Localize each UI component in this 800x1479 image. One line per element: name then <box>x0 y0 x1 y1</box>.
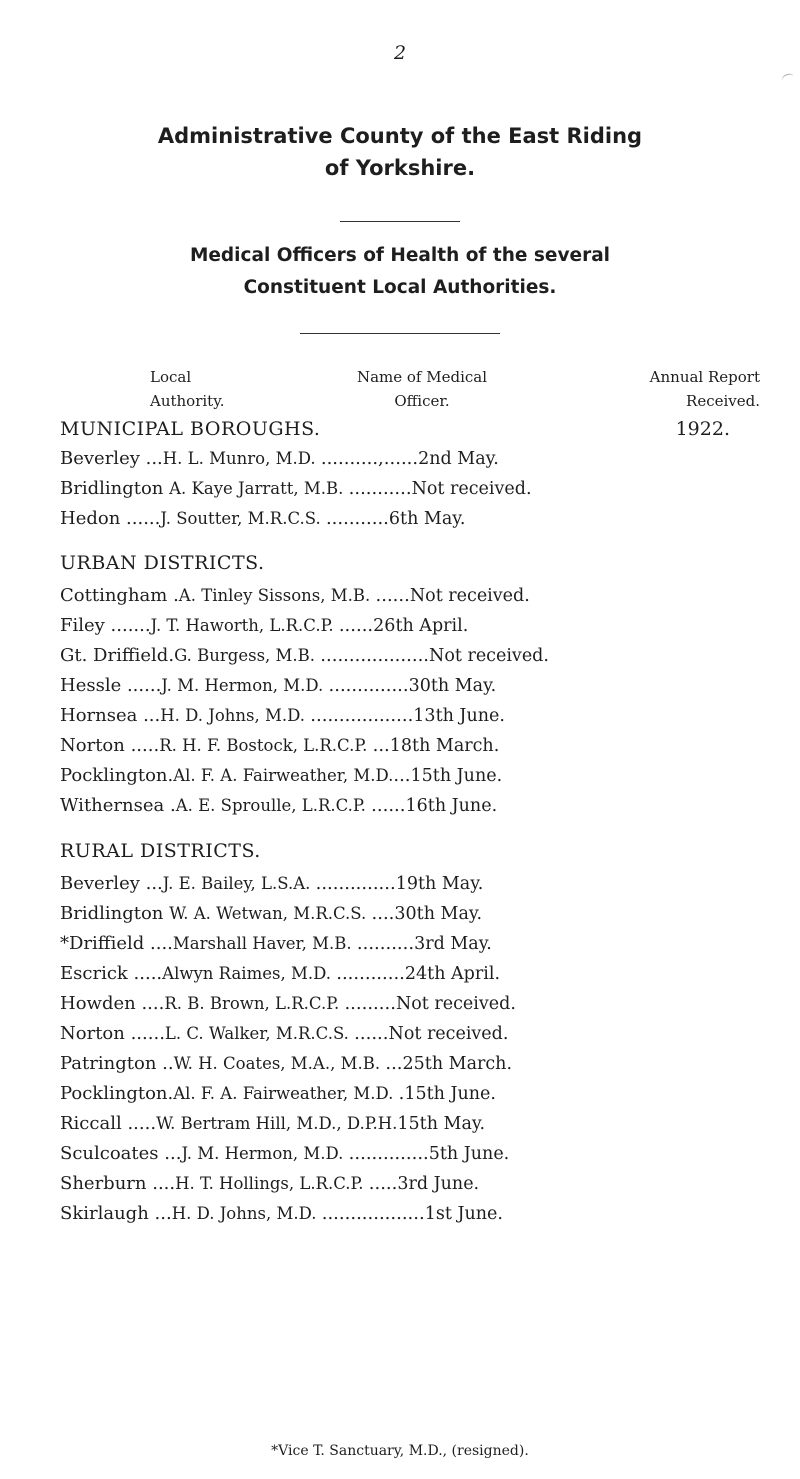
list-item: Withernsea .A. E. Sproulle, L.R.C.P. ......16th June. <box>60 795 498 816</box>
list-item: Norton ......L. C. Walker, M.R.C.S. ......Not received. <box>60 1023 509 1044</box>
column-header-report: Annual Report Received. <box>649 368 760 410</box>
section-title-rural-districts: RURAL DISTRICTS. <box>60 840 261 862</box>
list-item: Skirlaugh ...H. D. Johns, M.D. ..................1st June. <box>60 1203 503 1224</box>
list-item: Gt. Driffield.G. Burgess, M.B. ...................Not received. <box>60 645 549 666</box>
subheading-line-2: Constituent Local Authorities. <box>243 277 557 298</box>
list-item: Filey .......J. T. Haworth, L.R.C.P. ......26th April. <box>60 615 469 636</box>
list-item: Hornsea ...H. D. Johns, M.D. ..................13th June. <box>60 705 505 726</box>
list-item: Beverley ...J. E. Bailey, L.S.A. ..............19th May. <box>60 873 484 894</box>
subheading-line-1: Medical Officers of Health of the several <box>189 245 611 266</box>
list-item: Hessle ......J. M. Hermon, M.D. ..............30th May. <box>60 675 497 696</box>
list-item: Beverley ...H. L. Munro, M.D. ..........,......2nd May. <box>60 448 499 469</box>
list-item: Norton .....R. H. F. Bostock, L.R.C.P. ...18th March. <box>60 735 500 756</box>
corner-mark <box>781 72 795 85</box>
heading-line-1: Administrative County of the East Riding <box>157 124 643 148</box>
list-item: Bridlington A. Kaye Jarratt, M.B. ...........Not received. <box>60 478 532 499</box>
divider-rule <box>340 221 460 222</box>
list-item: Howden ....R. B. Brown, L.R.C.P. .........Not received. <box>60 993 516 1014</box>
list-item: *Driffield ....Marshall Haver, M.B. ..........3rd May. <box>60 933 492 954</box>
section-title-municipal-boroughs: MUNICIPAL BOROUGHS. <box>60 418 321 440</box>
column-header-officer: Name of Medical Officer. <box>356 368 488 410</box>
list-item: Hedon ......J. Soutter, M.R.C.S. ...........6th May. <box>60 508 466 529</box>
page-number: 2 <box>393 42 407 64</box>
heading-line-2: of Yorkshire. <box>324 156 476 180</box>
list-item: Cottingham .A. Tinley Sissons, M.B. ......Not received. <box>60 585 530 606</box>
report-year: 1922. <box>675 418 730 440</box>
list-item: Bridlington W. A. Wetwan, M.R.C.S. ....30th May. <box>60 903 483 924</box>
divider-rule <box>300 333 500 334</box>
list-item: Pocklington.Al. F. A. Fairweather, M.D....15th June. <box>60 765 503 786</box>
list-item: Riccall .....W. Bertram Hill, M.D., D.P.H.15th May. <box>60 1113 486 1134</box>
footnote: *Vice T. Sanctuary, M.D., (resigned). <box>271 1443 529 1459</box>
list-item: Escrick .....Alwyn Raimes, M.D. ............24th April. <box>60 963 501 984</box>
list-item: Patrington ..W. H. Coates, M.A., M.B. ...25th March. <box>60 1053 513 1074</box>
list-item: Sherburn ....H. T. Hollings, L.R.C.P. .....3rd June. <box>60 1173 480 1194</box>
list-item: Pocklington.Al. F. A. Fairweather, M.D. .15th June. <box>60 1083 496 1104</box>
column-header-local-authority: Local Authority. <box>150 368 225 410</box>
list-item: Sculcoates ...J. M. Hermon, M.D. ..............5th June. <box>60 1143 510 1164</box>
section-title-urban-districts: URBAN DISTRICTS. <box>60 552 265 574</box>
